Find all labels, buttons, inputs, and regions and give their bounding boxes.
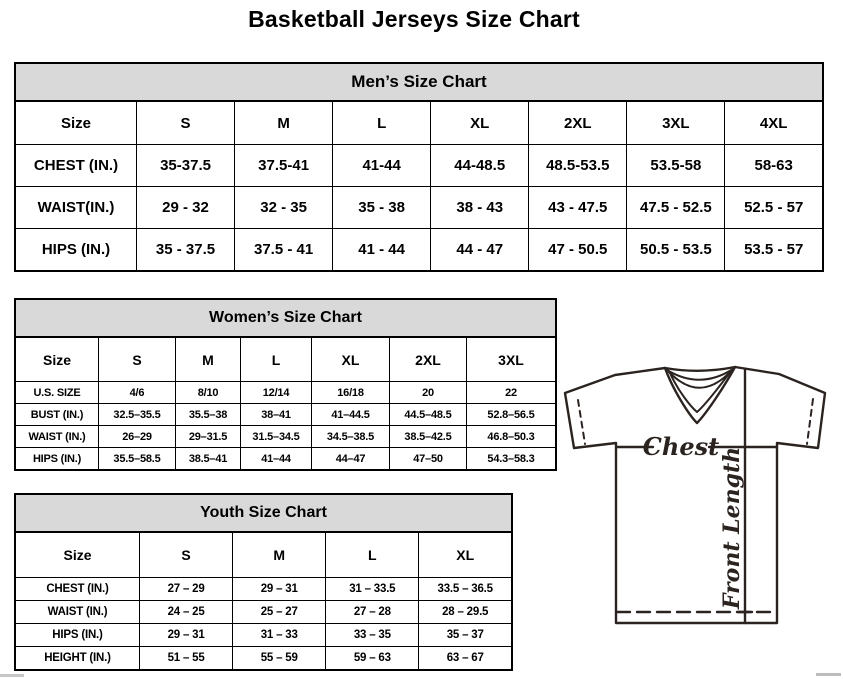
size-value-cell: 37.5 - 41 [235, 229, 333, 272]
size-value-cell: 35 – 37 [419, 624, 512, 647]
column-header: XL [419, 532, 512, 578]
size-value-cell: 35-37.5 [137, 145, 235, 187]
size-value-cell: 12/14 [241, 382, 312, 404]
row-label: CHEST (IN.) [15, 145, 137, 187]
table-row [15, 601, 512, 624]
table-row [15, 229, 823, 272]
mens-chart-header: Men’s Size Chart [14, 62, 824, 102]
row-label: WAIST (IN.) [15, 426, 99, 448]
column-header: M [233, 532, 326, 578]
size-value-cell: 37.5-41 [235, 145, 333, 187]
size-value-cell: 24 – 25 [140, 601, 233, 624]
column-header: S [140, 532, 233, 578]
size-value-cell: 31.5–34.5 [241, 426, 312, 448]
table-row [15, 624, 512, 647]
column-header: 4XL [725, 101, 823, 145]
table-row [15, 426, 556, 448]
size-value-cell: 47.5 - 52.5 [627, 187, 725, 229]
size-value-cell: 53.5-58 [627, 145, 725, 187]
size-value-cell: 55 – 59 [233, 647, 326, 671]
youth-size-chart [14, 493, 513, 671]
column-header: XL [431, 101, 529, 145]
column-header: 3XL [627, 101, 725, 145]
size-value-cell: 27 – 28 [326, 601, 419, 624]
size-value-cell: 27 – 29 [140, 578, 233, 601]
size-value-cell: 63 – 67 [419, 647, 512, 671]
column-header: M [235, 101, 333, 145]
size-value-cell: 22 [467, 382, 557, 404]
left-cuff-dashed-line [578, 400, 585, 444]
size-value-cell: 29 – 31 [140, 624, 233, 647]
size-value-cell: 29 – 31 [233, 578, 326, 601]
size-header-row [15, 337, 556, 382]
womens-size-chart [14, 298, 557, 471]
size-value-cell: 35 - 38 [333, 187, 431, 229]
size-value-cell: 38.5–42.5 [390, 426, 467, 448]
row-label: BUST (IN.) [15, 404, 99, 426]
column-header: 2XL [529, 101, 627, 145]
size-value-cell: 59 – 63 [326, 647, 419, 671]
size-value-cell: 26–29 [99, 426, 176, 448]
column-header: Size [15, 101, 137, 145]
size-value-cell: 51 – 55 [140, 647, 233, 671]
column-header: M [176, 337, 241, 382]
womens-size-table [14, 336, 557, 471]
right-cuff-dashed-line [807, 399, 813, 444]
page-title: Basketball Jerseys Size Chart [248, 6, 580, 32]
size-value-cell: 34.5–38.5 [312, 426, 390, 448]
size-value-cell: 35 - 37.5 [137, 229, 235, 272]
size-value-cell: 25 – 27 [233, 601, 326, 624]
size-value-cell: 44-48.5 [431, 145, 529, 187]
column-header: Size [15, 337, 99, 382]
size-value-cell: 4/6 [99, 382, 176, 404]
size-value-cell: 52.8–56.5 [467, 404, 557, 426]
size-value-cell: 8/10 [176, 382, 241, 404]
size-header-row [15, 101, 823, 145]
size-header-row [15, 532, 512, 578]
size-value-cell: 20 [390, 382, 467, 404]
front-length-label: Front Length [719, 446, 745, 610]
column-header: 2XL [390, 337, 467, 382]
size-value-cell: 28 – 29.5 [419, 601, 512, 624]
size-value-cell: 38.5–41 [176, 448, 241, 471]
column-header: XL [312, 337, 390, 382]
size-value-cell: 53.5 - 57 [725, 229, 823, 272]
column-header: L [241, 337, 312, 382]
column-header: S [99, 337, 176, 382]
chest-label: Chest [642, 432, 720, 461]
column-header: Size [15, 532, 140, 578]
row-label: HIPS (IN.) [15, 624, 140, 647]
row-label: HIPS (IN.) [15, 448, 99, 471]
jersey-measurement-diagram [556, 363, 836, 629]
size-value-cell: 33.5 – 36.5 [419, 578, 512, 601]
size-value-cell: 47–50 [390, 448, 467, 471]
size-value-cell: 41 - 44 [333, 229, 431, 272]
size-value-cell: 31 – 33.5 [326, 578, 419, 601]
size-value-cell: 54.3–58.3 [467, 448, 557, 471]
table-row [15, 647, 512, 671]
column-header: L [333, 101, 431, 145]
table-row [15, 448, 556, 471]
jersey-outline-shape [565, 367, 825, 623]
table-row [15, 145, 823, 187]
row-label: HIPS (IN.) [15, 229, 137, 272]
row-label: WAIST(IN.) [15, 187, 137, 229]
size-value-cell: 16/18 [312, 382, 390, 404]
column-header: 3XL [467, 337, 557, 382]
youth-size-table [14, 531, 513, 671]
row-label: CHEST (IN.) [15, 578, 140, 601]
size-value-cell: 35.5–58.5 [99, 448, 176, 471]
size-value-cell: 29 - 32 [137, 187, 235, 229]
size-value-cell: 31 – 33 [233, 624, 326, 647]
row-label: WAIST (IN.) [15, 601, 140, 624]
size-value-cell: 44 - 47 [431, 229, 529, 272]
size-value-cell: 38–41 [241, 404, 312, 426]
collar-top-line [665, 367, 735, 371]
size-value-cell: 44–47 [312, 448, 390, 471]
size-value-cell: 38 - 43 [431, 187, 529, 229]
size-value-cell: 52.5 - 57 [725, 187, 823, 229]
table-row [15, 187, 823, 229]
size-value-cell: 44.5–48.5 [390, 404, 467, 426]
womens-chart-header: Women’s Size Chart [14, 298, 557, 338]
size-value-cell: 35.5–38 [176, 404, 241, 426]
size-value-cell: 41–44.5 [312, 404, 390, 426]
size-value-cell: 47 - 50.5 [529, 229, 627, 272]
youth-chart-header: Youth Size Chart [14, 493, 513, 533]
size-value-cell: 46.8–50.3 [467, 426, 557, 448]
row-label: HEIGHT (IN.) [15, 647, 140, 671]
horizontal-scrollbar-fragment-left[interactable] [0, 674, 24, 677]
horizontal-scrollbar-fragment-right[interactable] [816, 673, 841, 676]
size-value-cell: 58-63 [725, 145, 823, 187]
size-value-cell: 41-44 [333, 145, 431, 187]
size-value-cell: 33 – 35 [326, 624, 419, 647]
table-row [15, 578, 512, 601]
table-row [15, 404, 556, 426]
size-value-cell: 32 - 35 [235, 187, 333, 229]
size-value-cell: 41–44 [241, 448, 312, 471]
size-value-cell: 48.5-53.5 [529, 145, 627, 187]
column-header: L [326, 532, 419, 578]
column-header: S [137, 101, 235, 145]
table-row [15, 382, 556, 404]
size-value-cell: 32.5–35.5 [99, 404, 176, 426]
mens-size-table [14, 100, 824, 272]
size-value-cell: 50.5 - 53.5 [627, 229, 725, 272]
size-value-cell: 29–31.5 [176, 426, 241, 448]
row-label: U.S. SIZE [15, 382, 99, 404]
mens-size-chart [14, 62, 824, 272]
size-value-cell: 43 - 47.5 [529, 187, 627, 229]
